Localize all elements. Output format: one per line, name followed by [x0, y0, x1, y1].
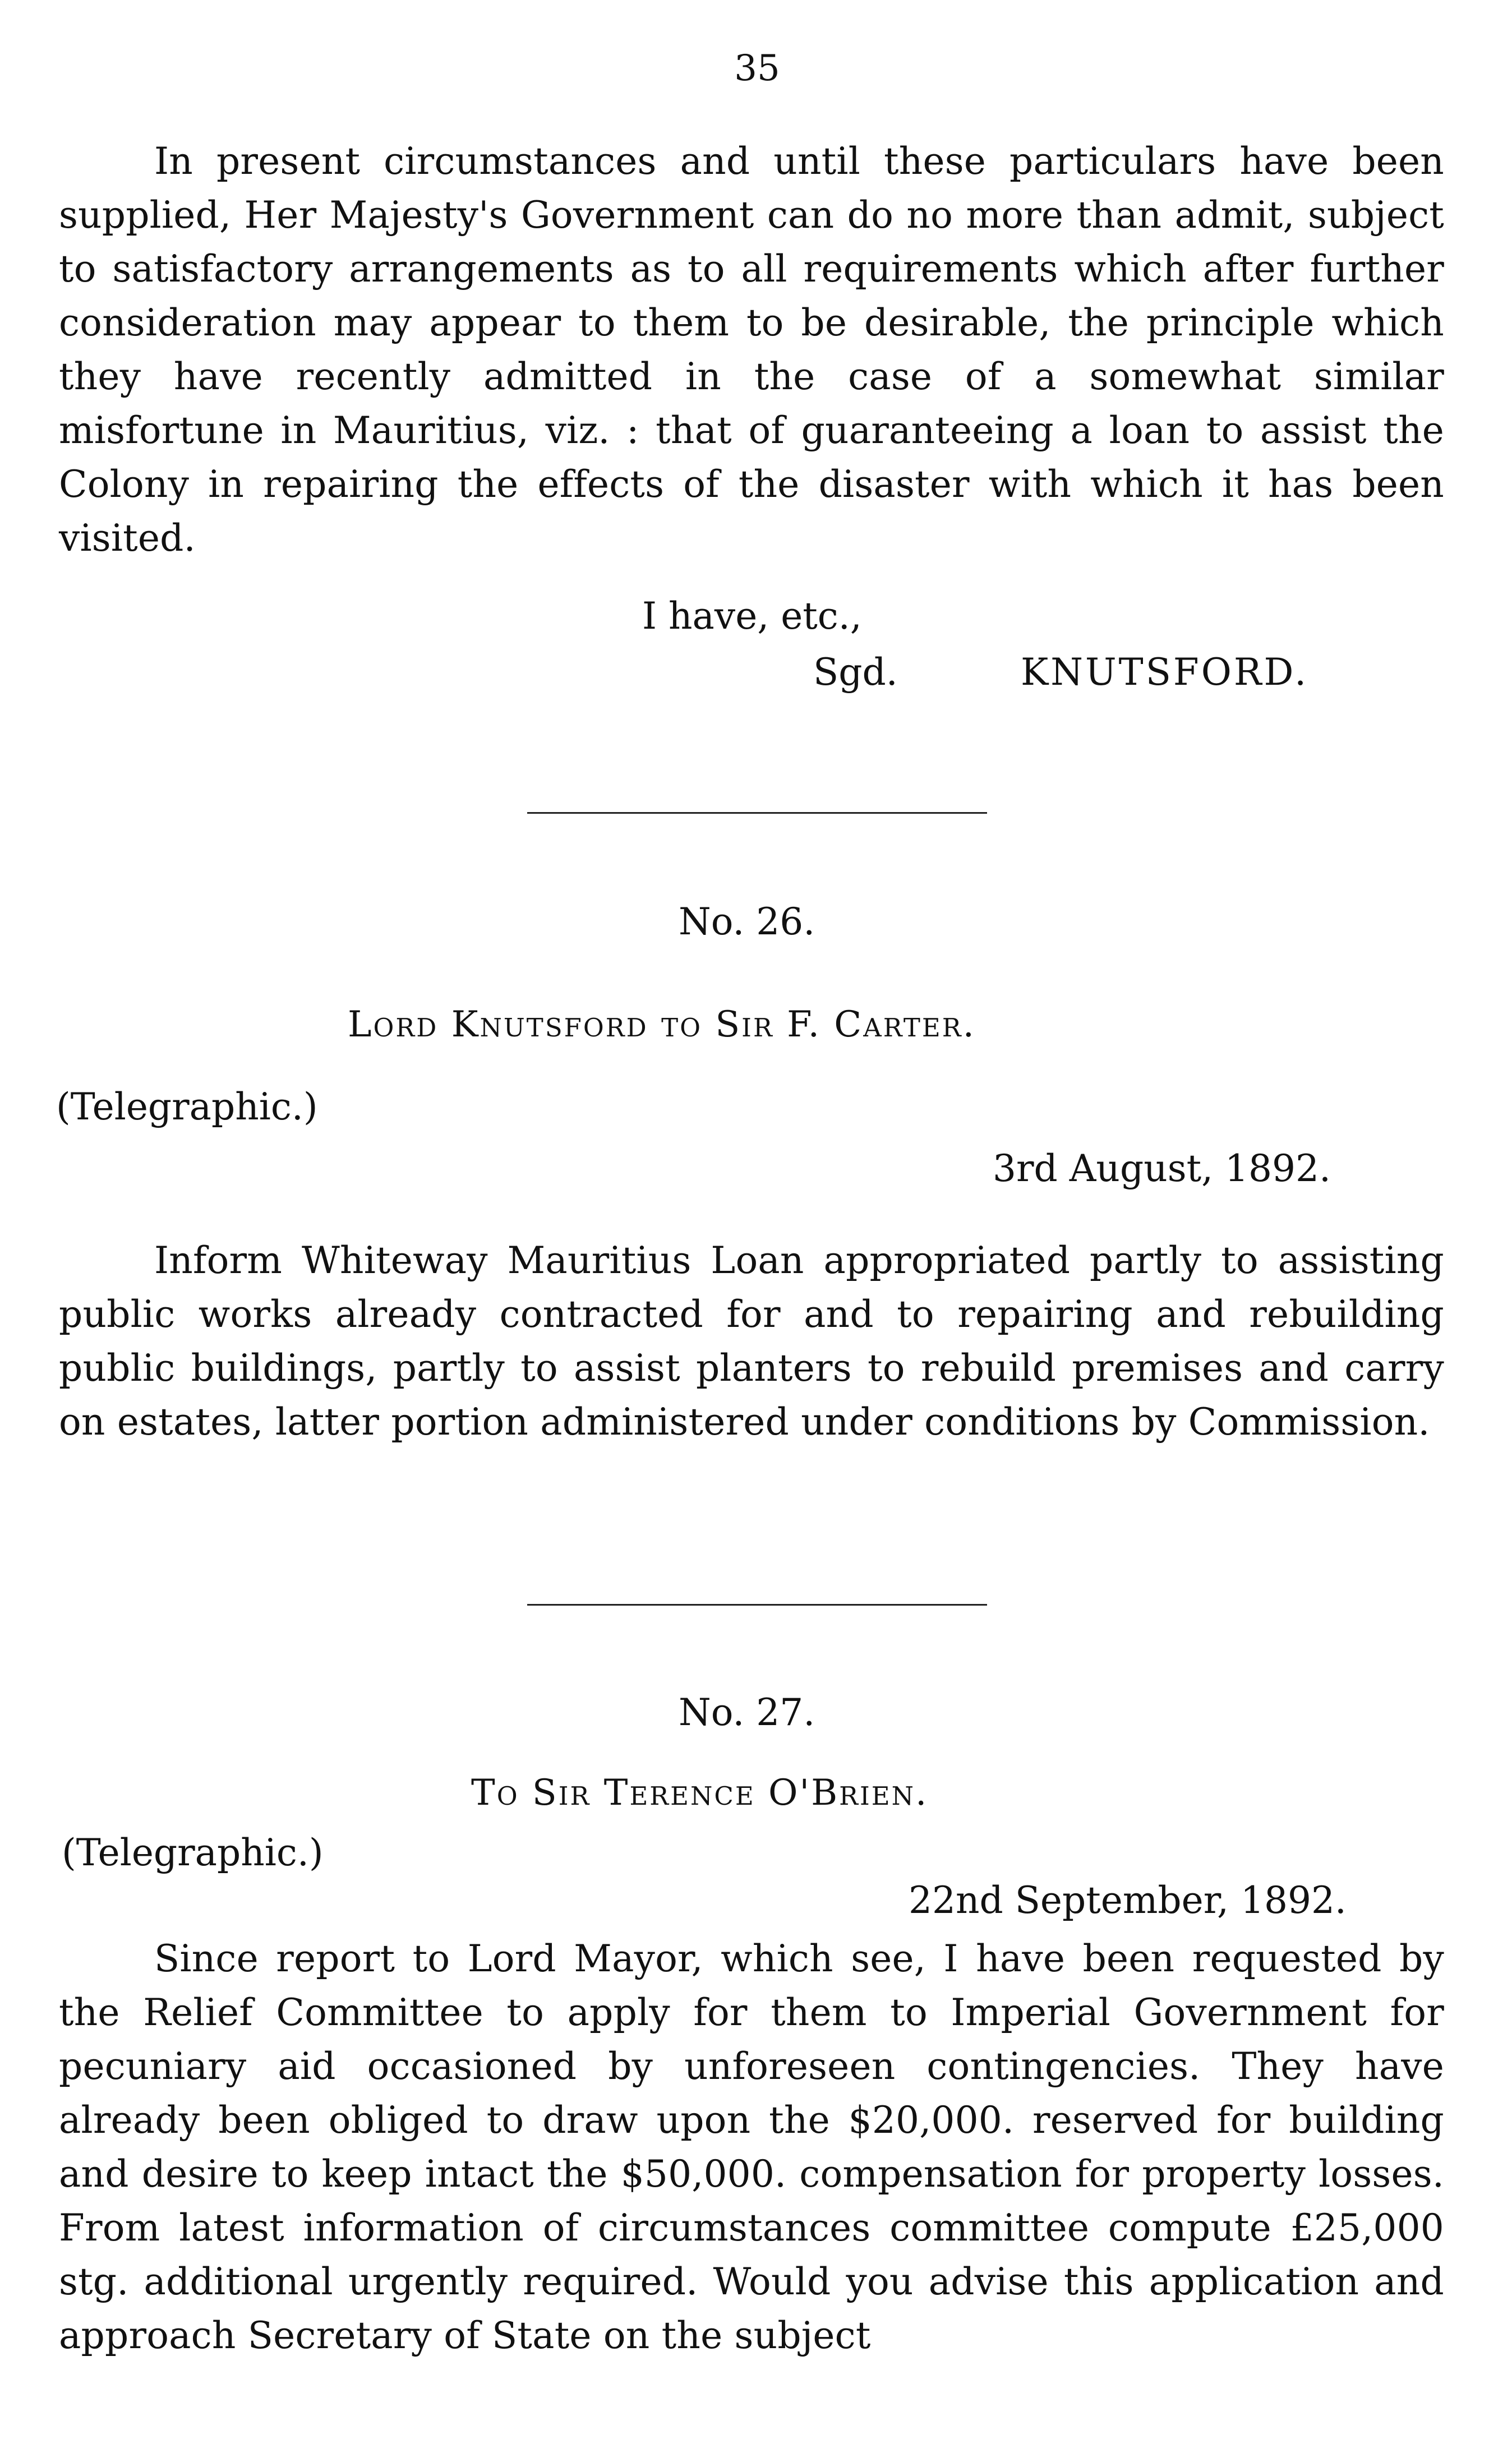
letter-26-mode: (Telegraphic.)	[56, 1085, 318, 1128]
letter-27-heading: To Sir Terence O'Brien.	[471, 1772, 929, 1814]
letter-26-body: Inform Whiteway Mauritius Loan appropriated partly to assisting public works already contracted for and to repairing and rebuilding public buildings, partly to assist planters to rebuild premises and carry on estates, latter portion administered under conditions by Commission.	[59, 1239, 1444, 1444]
letter-25-signatory: KNUTSFORD.	[1021, 651, 1309, 694]
section-divider-2	[527, 1604, 987, 1606]
letter-26-number: No. 26.	[679, 900, 815, 943]
letter-26-heading: Lord Knutsford to Sir F. Carter.	[348, 1004, 976, 1045]
letter-27-mode: (Telegraphic.)	[62, 1831, 324, 1874]
letter-26-date: 3rd August, 1892.	[993, 1147, 1331, 1190]
letter-25-closing-paragraph: In present circumstances and until these particulars have been supplied, Her Majesty's Government can do no more than admit, subject to satisfactory arrangements as to all requirements which after further consideration may appear to them to be desirable, the principle which they have recently admitted in the case of a somewhat similar misfortune in Mauritius, viz. : that of guaranteeing a loan to assist the Colony in repairing the effects of the disaster with which it has been visited.	[59, 140, 1444, 560]
page-number: 35	[734, 48, 780, 89]
letter-27-date: 22nd September, 1892.	[909, 1879, 1347, 1922]
letter-25-signed-label: Sgd.	[813, 651, 898, 694]
section-divider	[527, 812, 987, 814]
letter-27-body: Since report to Lord Mayor, which see, I have been requested by the Relief Committee to apply for them to Imperial Government for pecuniary aid occasioned by unforeseen contingencies. They have already been obliged to draw upon the $20,000. reserved for building and desire to keep intact the $50,000. compensation for property losses. From latest information of circumstances committee compute £25,000 stg. additional urgently required. Would you advise this application and approach Secretary of State on the subject	[59, 1937, 1444, 2357]
letter-27-number: No. 27.	[679, 1691, 815, 1734]
letter-25-valediction: I have, etc.,	[642, 594, 862, 638]
